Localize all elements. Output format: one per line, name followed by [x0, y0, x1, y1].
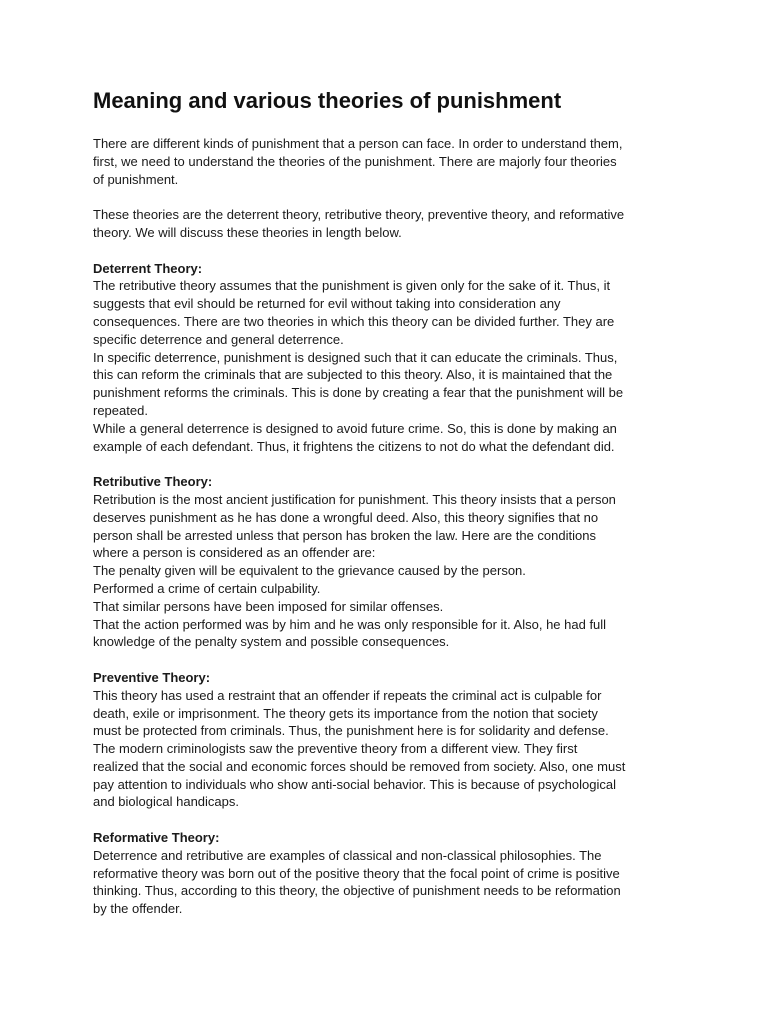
paragraph-gap: [93, 651, 673, 669]
text-line: The penalty given will be equivalent to the grievance caused by the person.: [93, 563, 526, 579]
text-line: consequences. There are two theories in which this theory can be divided further. They are: [93, 313, 615, 329]
text-line: of punishment.: [93, 171, 179, 187]
text-line: That the action performed was by him and he was only responsible for it. Also, he had full: [93, 616, 607, 632]
text-line: specific deterrence and general deterrence.: [93, 331, 344, 347]
text-line: Deterrence and retributive are examples of classical and non-classical philosophies. The: [93, 847, 602, 863]
section-heading: Preventive Theory:: [93, 669, 211, 685]
text-line: The modern criminologists saw the preventive theory from a different view. They first: [93, 741, 578, 757]
text-line: Retribution is the most ancient justification for punishment. This theory insists that a person: [93, 491, 616, 507]
section-heading: Deterrent Theory:: [93, 260, 203, 276]
text-line: realized that the social and economic forces should be removed from society. Also, one must: [93, 758, 626, 774]
paragraph-gap: [93, 811, 673, 829]
text-line: deserves punishment as he has done a wrongful deed. Also, this theory signifies that no: [93, 509, 599, 525]
text-line: punishment reforms the criminals. This is done by creating a fear that the punishment will be: [93, 385, 624, 401]
text-line: thinking. Thus, according to this theory, the objective of punishment needs to be reformation: [93, 883, 621, 899]
section-heading: Retributive Theory:: [93, 474, 213, 490]
paragraph-gap: [93, 188, 673, 206]
text-line: this can reform the criminals that are subjected to this theory. Also, it is maintained that the: [93, 367, 613, 383]
text-line: person shall be arrested unless that person has broken the law. Here are the conditions: [93, 527, 596, 543]
text-line: example of each defendant. Thus, it frightens the citizens to not do what the defendant did.: [93, 438, 615, 454]
text-line: death, exile or imprisonment. The theory gets its importance from the notion that society: [93, 705, 598, 721]
document-page: [93, 86, 673, 918]
section-preventive-theory: [93, 669, 673, 811]
text-line: Performed a crime of certain culpability.: [93, 580, 321, 596]
text-line: and biological handicaps.: [93, 794, 239, 810]
text-line: must be protected from criminals. Thus, the punishment here is for solidarity and defense.: [93, 723, 609, 739]
text-line: theory. We will discuss these theories in length below.: [93, 224, 402, 240]
section-body: [93, 847, 673, 918]
text-line: pay attention to individuals who show anti-social behavior. This is because of psychological: [93, 776, 616, 792]
intro-paragraph: [93, 135, 673, 188]
paragraph-gap: [93, 242, 673, 260]
section-body: [93, 491, 673, 651]
text-line: suggests that evil should be returned for evil without taking into consideration any: [93, 296, 561, 312]
text-line: where a person is considered as an offender are:: [93, 545, 376, 561]
text-line: That similar persons have been imposed for similar offenses.: [93, 598, 444, 614]
text-line: This theory has used a restraint that an offender if repeats the criminal act is culpable for: [93, 687, 602, 703]
text-line: These theories are the deterrent theory, retributive theory, preventive theory, and reformative: [93, 207, 625, 223]
text-line: While a general deterrence is designed to avoid future crime. So, this is done by making an: [93, 420, 617, 436]
text-line: knowledge of the penalty system and possible consequences.: [93, 634, 450, 650]
section-heading: Reformative Theory:: [93, 830, 220, 846]
document-title: Meaning and various theories of punishment: [93, 88, 562, 113]
section-retributive-theory: [93, 473, 673, 651]
text-line: In specific deterrence, punishment is designed such that it can educate the criminals. Thus,: [93, 349, 618, 365]
text-line: first, we need to understand the theories of the punishment. There are majorly four theories: [93, 153, 617, 169]
section-body: [93, 277, 673, 455]
text-line: reformative theory was born out of the positive theory that the focal point of crime is positive: [93, 865, 620, 881]
section-reformative-theory: [93, 829, 673, 918]
text-line: The retributive theory assumes that the punishment is given only for the sake of it. Thus, it: [93, 278, 611, 294]
section-body: [93, 687, 673, 812]
text-line: by the offender.: [93, 901, 183, 917]
overview-paragraph: [93, 206, 673, 242]
text-line: There are different kinds of punishment that a person can face. In order to understand them,: [93, 136, 623, 151]
section-deterrent-theory: [93, 260, 673, 456]
text-line: repeated.: [93, 402, 148, 418]
paragraph-gap: [93, 455, 673, 473]
